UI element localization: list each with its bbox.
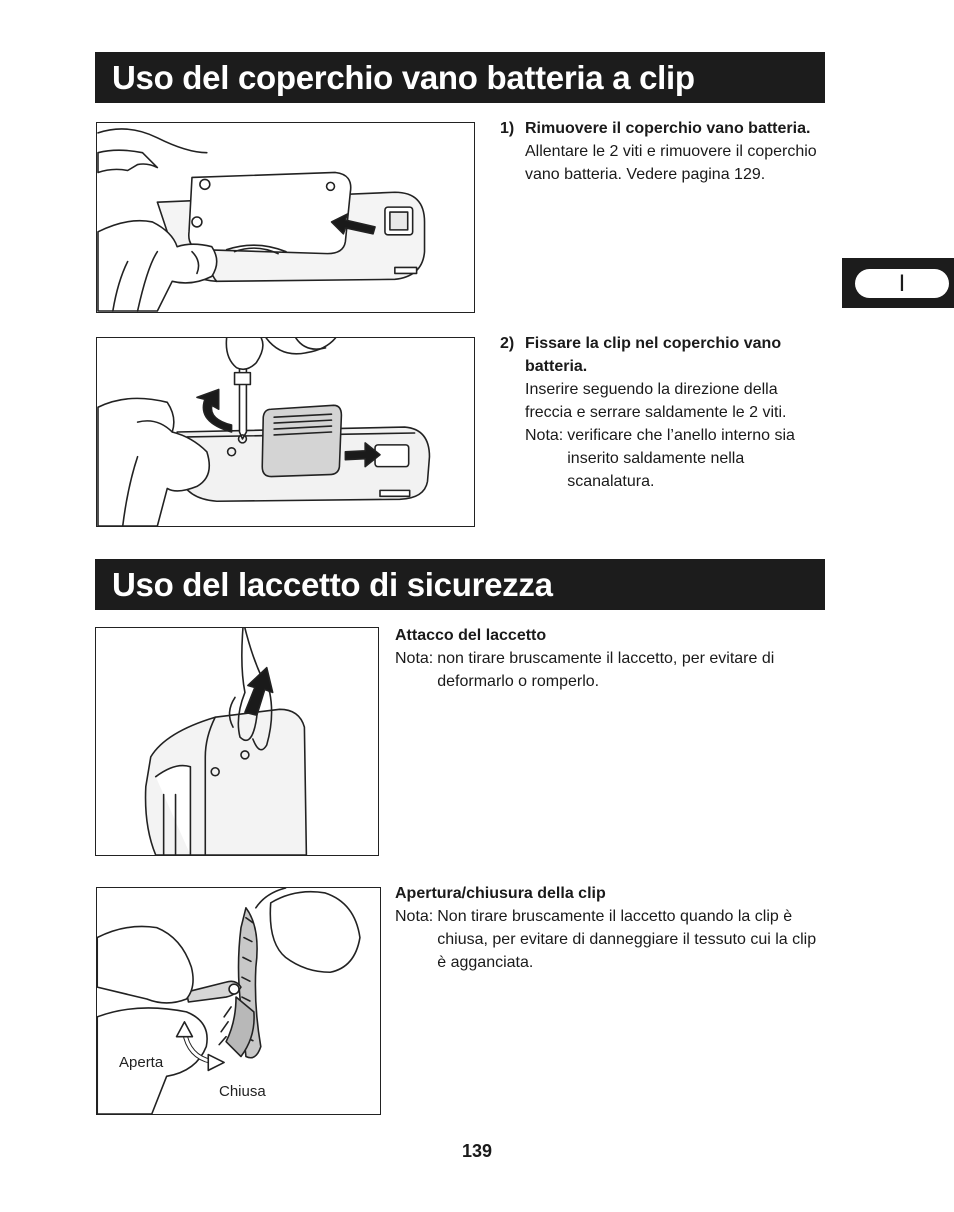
figure-open-close-clip [96,887,381,1115]
figure-attach-strap [95,627,379,856]
figure-remove-cover [96,122,475,313]
step-2-note [525,424,820,493]
page-number: 139 [461,1141,493,1161]
step-1-title: Rimuovere il coperchio vano batteria. [525,120,811,137]
language-tab [842,258,954,308]
illustration-attach-strap [96,628,378,855]
step-2-text: Inserire seguendo la direzione della freccia e serrare saldamente le 2 viti. [525,381,787,421]
item-open-close-clip [395,882,825,974]
illustration-remove-cover [97,123,474,312]
step-2 [500,332,820,493]
label-open: Aperta [119,1054,164,1071]
step-1 [500,117,820,186]
label-closed: Chiusa [219,1083,266,1100]
step-2-note-label: Nota: [525,427,564,444]
item-1-title: Attacco del laccetto [395,627,547,644]
figure-fix-clip [96,337,475,527]
step-2-note-text [563,424,820,493]
section-title-safety-strap: Uso del laccetto di sicurezza [95,559,825,610]
item-2-note [395,905,825,974]
item-1-note-text: non tirare bruscamente il laccetto, per evitare di deformarlo o romperlo. [437,650,775,690]
item-attach-strap [395,624,825,693]
item-2-title: Apertura/chiusura della clip [395,885,606,902]
item-1-note [395,647,825,693]
language-tab-label: I [855,269,949,298]
illustration-open-close-clip [97,888,380,1114]
illustration-fix-clip [97,338,474,526]
item-1-note-label: Nota: [395,650,434,667]
step-2-title: Fissare la clip nel coperchio vano batteria. [525,335,782,375]
step-2-number: 2) [500,335,515,352]
section-title-battery-cover: Uso del coperchio vano batteria a clip [95,52,825,103]
item-2-note-label: Nota: [395,908,434,925]
step-1-number: 1) [500,120,515,137]
step-2-note-body: verificare che l’anello interno sia inserito saldamente nella scanalatura. [567,427,795,490]
item-2-note-text: Non tirare bruscamente il laccetto quando la clip è chiusa, per evitare di danneggiare il tessuto cui la clip è agganciata. [437,908,817,971]
step-1-text: Allentare le 2 viti e rimuovere il coperchio vano batteria. Vedere pagina 129. [525,143,817,183]
